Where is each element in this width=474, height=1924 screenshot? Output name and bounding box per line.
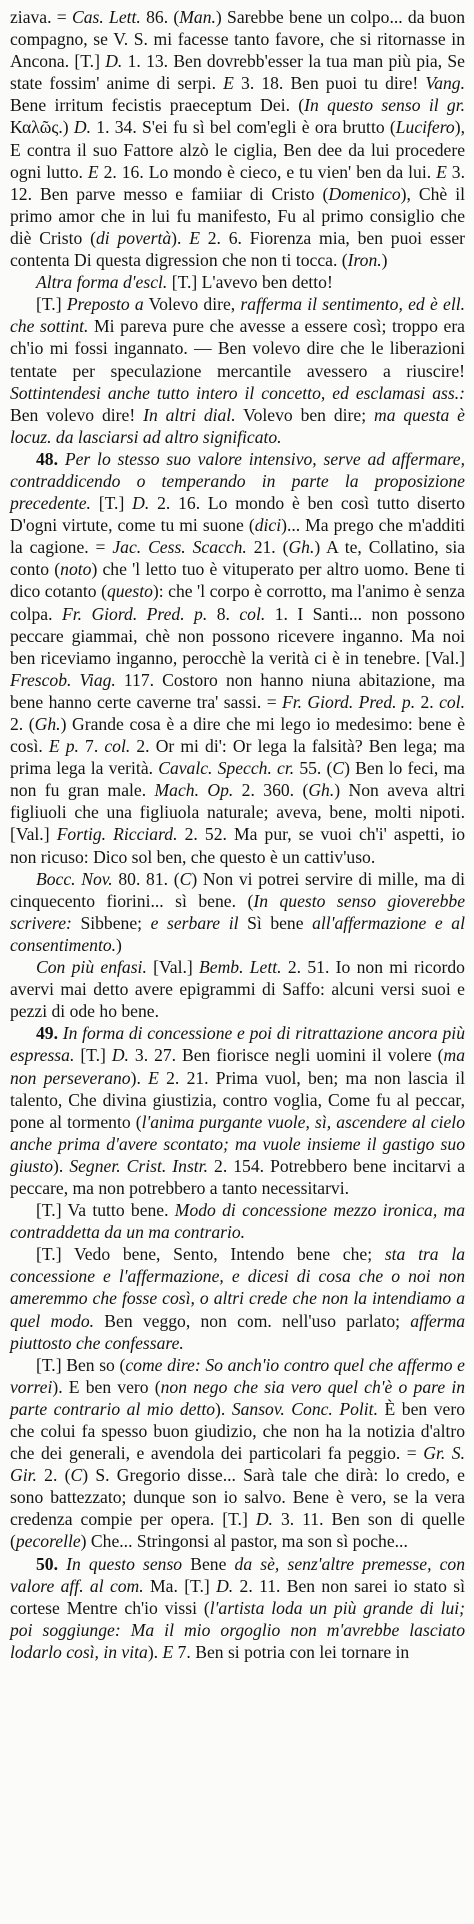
body-text: ) Non vi potrei servire di mille, ma di cinquecento fiorini... sì bene. ( xyxy=(10,868,465,911)
body-text: ). xyxy=(147,1641,163,1662)
body-text: [T.] Ben so ( xyxy=(36,1354,126,1375)
italic-text: In questo senso xyxy=(66,1553,183,1574)
italic-text: Preposto a xyxy=(66,294,144,315)
italic-text: Segner. Crist. Instr. xyxy=(69,1155,208,1176)
body-text: [Val.] xyxy=(146,957,200,978)
italic-text: Sottintendesi anche tutto intero il concetto, ed esclamasi ass.: xyxy=(10,382,465,403)
italic-text: Gr. S. Gir. xyxy=(10,1443,465,1486)
italic-text: Fr. Giord. Pred. p. xyxy=(61,603,208,624)
italic-text: D. xyxy=(111,1045,129,1066)
body-text: 3. 18. Ben puoi tu dire! xyxy=(233,73,426,94)
body-text: 117. Costoro non hanno niuna abitazione, ma bene hanno certe caverne tra' sassi. = xyxy=(10,669,465,712)
body-text: ). xyxy=(53,1155,70,1176)
dictionary-paragraph xyxy=(10,956,465,1022)
italic-text: Vang. xyxy=(425,73,465,94)
body-text: 3. 11. Ben son di quelle ( xyxy=(10,1509,465,1552)
dictionary-paragraph xyxy=(10,1553,465,1663)
italic-text: Con più enfasi. xyxy=(36,957,147,978)
italic-text: afferma piuttosto che confessare. xyxy=(10,1310,465,1353)
body-text: Sibbene; xyxy=(71,912,151,933)
italic-text: E xyxy=(87,161,99,182)
body-text: [T.] Va tutto bene. xyxy=(36,1200,175,1221)
italic-text: Per lo stesso suo valore intensivo, serve ad affermare, contraddicendo o temperando in parte la proposizione precedente. xyxy=(10,448,465,514)
italic-text: Frescob. Viag. xyxy=(10,669,116,690)
italic-text: In altri dial. xyxy=(143,404,236,425)
section-number: 50. xyxy=(36,1553,58,1574)
italic-text: l'artista loda un più grande di lui; poi soggiunge: Ma il mio orgoglio non m'avrebbe lasciato lodarlo così, in vita xyxy=(10,1597,465,1662)
body-text: ) Grande cosa è a dire che mi lego io medesimo: bene è così. xyxy=(10,714,465,757)
italic-text: Cavalc. Specch. cr. xyxy=(158,758,295,779)
body-text: ). xyxy=(171,227,190,248)
italic-text: D. xyxy=(73,117,91,138)
italic-text: sta tra la concessione e l'affermazione, e dicesi di cosa che o noi non ameremmo che fosse così, o altri crede che non la intendiamo a quel modo. xyxy=(10,1244,466,1331)
dictionary-paragraph xyxy=(10,1354,465,1553)
body-text: ), E contra il suo Fattore alzò le ciglia, Ben dee da lui procedere ogni lutto. xyxy=(10,117,465,182)
italic-text: D. xyxy=(105,51,123,72)
body-text: ) che 'l letto tuo è vituperato per altro uomo. Bene ti dico cotanto ( xyxy=(10,559,465,602)
body-text: 2. ( xyxy=(36,1465,71,1486)
body-text: [T.] Vedo bene, Sento, Intendo bene che; xyxy=(36,1244,385,1265)
body-text: 2. 16. Lo mondo è cieco, e tu vien' ben da lui. xyxy=(98,161,437,182)
italic-text: D. xyxy=(255,1509,273,1530)
body-text: ) Ben lo feci, ma non fu gran male. xyxy=(10,758,465,801)
italic-text: Gh. xyxy=(288,537,315,558)
italic-text: Gh. xyxy=(34,714,61,734)
body-text: ) xyxy=(381,250,388,271)
body-text: 55. ( xyxy=(294,758,333,779)
italic-text: E xyxy=(162,1641,174,1662)
italic-text: C xyxy=(70,1465,83,1486)
body-text: [T.] xyxy=(90,493,133,514)
body-text: 2. 6. Fiorenza mia, ben puoi esser contenta Di questa digression che non ti tocca. ( xyxy=(10,227,466,271)
italic-text: D. xyxy=(132,493,150,514)
body-text: ) Non aveva altri figliuoli che una figliuola naturale; aveva, bene, molti nipoti. [Val.] xyxy=(10,780,465,845)
body-text: 2. 11. Ben non sarei io stato sì cortese Mentre ch'io vissi ( xyxy=(10,1575,465,1618)
italic-text: col. xyxy=(439,691,465,712)
italic-text: Bemb. Lett. xyxy=(199,957,282,978)
body-text: 3. 12. Ben parve messo e famiiar di Cristo ( xyxy=(10,161,465,204)
body-text: Ben veggo, non com. nell'uso parlato; xyxy=(94,1310,411,1331)
body-text: 8. xyxy=(207,603,240,624)
italic-text: E p. xyxy=(48,736,79,757)
italic-text: C xyxy=(332,758,345,779)
body-text xyxy=(58,1554,66,1574)
body-text: Sì bene xyxy=(238,912,313,933)
italic-text: come dire: So anch'io contro quel che affermo e vorrei xyxy=(10,1354,465,1397)
italic-text: D. xyxy=(216,1575,234,1596)
italic-text: da sè, senz'altre premesse, con valore aff. al com. xyxy=(10,1553,466,1596)
dictionary-paragraph xyxy=(10,1243,465,1353)
body-text: ) S. Gregorio disse... Sarà tale che dirà: lo credo, e sono battezzato; dunque son io salvo. Bene è vero, se la vera credenza compie per opera. [T.] xyxy=(10,1465,465,1530)
body-text: ) Che... Stringonsi al pastor, ma son sì poche... xyxy=(80,1531,408,1552)
dictionary-paragraph xyxy=(10,1022,465,1199)
body-text: ), Chè il primo amor che in lui fu manifesto, Fu al primo consiglio che diè Cristo ( xyxy=(10,183,465,248)
italic-text: Modo di concessione mezzo ironica, ma contraddetta da un ma contrario. xyxy=(10,1200,466,1243)
body-text: 2. Or mi di': Or lega la falsità? Ben lega; ma prima lega la verità. xyxy=(10,736,465,779)
italic-text: l'anima purgante vuole, sì, ascendere al cielo anche prima d'avere scontato; ma vuole insieme il gastigo suo giusto xyxy=(10,1111,465,1176)
italic-text: questo xyxy=(106,581,153,602)
italic-text: E xyxy=(436,161,447,182)
italic-text: E xyxy=(189,227,200,248)
dictionary-paragraph xyxy=(10,1199,465,1243)
body-text: Bene irritum fecistis praeceptum Dei. ( xyxy=(10,95,305,116)
italic-text: dici xyxy=(254,515,282,536)
dictionary-paragraph xyxy=(10,293,465,448)
body-text: 2. xyxy=(415,691,440,712)
italic-text: Bocc. Nov. xyxy=(36,868,113,889)
italic-text: Jac. Cess. Scacch. xyxy=(112,537,247,558)
body-text: 1. 34. S'ei fu sì bel com'egli è ora brutto ( xyxy=(91,117,396,138)
body-text: Ma. [T.] xyxy=(143,1575,217,1596)
body-text: 7. Ben si potria con lei tornare in xyxy=(173,1641,410,1662)
body-text: È ben vero che colui fa spesso buon giudizio, che non ha la notizia d'altro che dei generali, e avendola dei particolari fa peggio. = xyxy=(10,1398,465,1464)
body-text: 3. 27. Ben fiorisce negli uomini il volere ( xyxy=(128,1045,444,1066)
italic-text: E xyxy=(223,73,234,94)
body-text: 2. 154. Potrebbero bene incitarvi a peccare, ma non potrebbero a tanto necessitarvi. xyxy=(10,1155,466,1198)
body-text: 80. 81. ( xyxy=(112,868,180,889)
body-text: Καλῶς.) xyxy=(10,117,74,138)
body-text xyxy=(58,449,65,469)
body-text: 1. I Santi... non possono peccare giammai, chè non possono ricevere inganno. Ma noi ben riceviamo inganno, perocchè la verità ci è in tenebre. [Val.] xyxy=(10,603,465,668)
body-text: Bene xyxy=(182,1553,235,1574)
body-text: 2. 51. Io non mi ricordo avervi mai detto avere epigrammi di Saffo: alcuni versi suoi e pezzi di ode ho bene. xyxy=(10,957,465,1022)
italic-text: In questo senso gioverebbe scrivere: xyxy=(10,890,466,933)
italic-text: In forma di concessione e poi di ritrattazione ancora più espressa. xyxy=(10,1023,465,1066)
body-text: 2. 360. ( xyxy=(233,780,309,801)
italic-text: di povertà xyxy=(95,227,172,248)
italic-text: ma questa è locuz. da lasciarsi ad altro significato. xyxy=(10,404,465,447)
italic-text: Gh. xyxy=(308,780,335,801)
body-text: 1. 13. Ben dovrebb'esser la tua man più pia, Se state fossim' anime di serpi. xyxy=(10,51,465,94)
italic-text: all'affermazione e al consentimento. xyxy=(10,912,465,955)
body-text: ): che 'l corpo è corrotto, ma l'animo è senza colpa. xyxy=(10,581,465,624)
italic-text: col. xyxy=(239,603,266,624)
italic-text: non nego che sia vero quel ch'è o pare in parte contrario al mio detto xyxy=(10,1376,465,1419)
body-text: 7. xyxy=(78,736,105,757)
body-text: ). E ben vero ( xyxy=(52,1376,161,1397)
body-text: ) A te, Collatino, sia conto ( xyxy=(10,537,466,580)
body-text: ) Sarebbe bene un colpo... da buon compagno, se V. S. mi facesse tanto favore, che si ritornasse in Ancona. [T.] xyxy=(10,7,465,72)
italic-text: Fr. Giord. Pred. p. xyxy=(282,691,416,712)
body-text: ). xyxy=(215,1398,232,1419)
italic-text: Domenico xyxy=(328,183,401,204)
italic-text: noto xyxy=(60,559,92,580)
body-text: Volevo ben dire; xyxy=(235,404,374,425)
dictionary-paragraph xyxy=(10,6,465,271)
body-text: [T.] xyxy=(74,1045,112,1066)
body-text: 2. 52. Ma pur, se vuoi ch'i' aspetti, io non ricuso: Dico sol ben, che questo è un cattiv'uso. xyxy=(10,824,466,867)
italic-text: Fortig. Ricciard. xyxy=(56,824,178,845)
body-text: Volevo dire, xyxy=(143,294,241,315)
italic-text: Iron. xyxy=(347,250,382,271)
italic-text: In questo senso il gr. xyxy=(304,95,466,116)
italic-text: Cas. Lett. xyxy=(72,7,141,27)
italic-text: pecorelle xyxy=(15,1531,81,1552)
body-text: 2. 16. Lo mondo è ben così tutto diserto D'ogni virtute, come tu mi suone ( xyxy=(10,493,465,536)
italic-text: col. xyxy=(104,736,131,757)
body-text: 2. 21. Prima vuol, ben; ma non lascia il talento, Che divina giustizia, contro voglia, Come fu al peccar, pone al tormento ( xyxy=(10,1067,465,1132)
section-number: 49. xyxy=(36,1023,58,1044)
italic-text: Sansov. Conc. Polit. xyxy=(231,1398,378,1419)
body-text: [T.] L'avevo ben detto! xyxy=(167,272,333,293)
italic-text: E xyxy=(148,1067,159,1088)
body-text: 21. ( xyxy=(246,537,289,558)
body-text: Ben volevo dire! xyxy=(10,404,144,425)
italic-text: C xyxy=(179,868,192,889)
dictionary-paragraph xyxy=(10,448,465,868)
italic-text: rafferma il sentimento, ed è ell. che sottint. xyxy=(10,294,466,337)
body-text: 86. ( xyxy=(140,7,180,27)
italic-text: Altra forma d'escl. xyxy=(36,272,168,293)
body-text: ) xyxy=(116,934,122,955)
section-number: 48. xyxy=(36,448,58,469)
body-text: ziava. = xyxy=(10,7,72,27)
body-text: )... Ma prego che m'additi la cagione. = xyxy=(10,515,465,558)
body-text: 2. ( xyxy=(10,714,35,734)
italic-text: Mach. Op. xyxy=(154,780,234,801)
body-text: Mi pareva pure che avesse a essere così; troppo era ch'io mi fossi ingannato. — Ben volevo dire che le liberazioni tentate per speculazione mercantile avessero a riuscire! xyxy=(10,316,465,381)
italic-text: Lucifero xyxy=(395,117,455,138)
italic-text: e serbare il xyxy=(150,912,239,933)
body-text: [T.] xyxy=(36,294,67,315)
dictionary-paragraph xyxy=(10,271,465,293)
body-text: ). xyxy=(130,1067,149,1088)
dictionary-paragraph xyxy=(10,868,465,956)
italic-text: ma non perseverano xyxy=(10,1045,465,1088)
italic-text: Man. xyxy=(179,7,216,27)
